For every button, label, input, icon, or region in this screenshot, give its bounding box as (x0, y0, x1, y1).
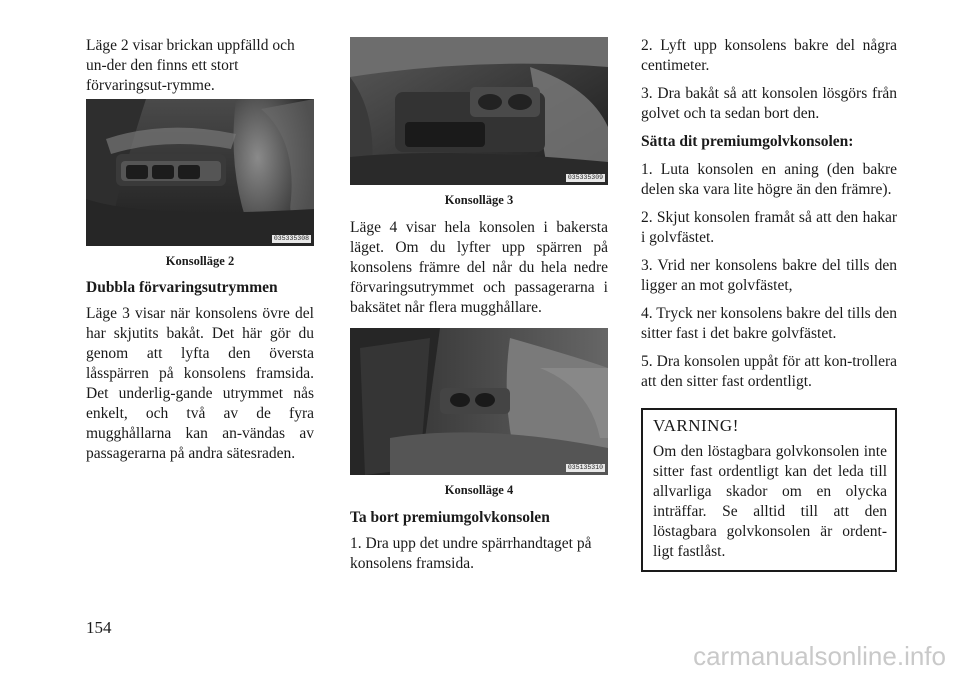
warning-box (641, 408, 897, 572)
page-number: 154 (86, 618, 112, 637)
column-1 (86, 36, 314, 464)
removal-step-2: 2. Lyft upp konsolens bakre del några centimeter. (641, 37, 897, 74)
install-step-2: 2. Skjut konsolen framåt så att den hakar i golvfästet. (641, 209, 897, 246)
figure-code: 035135310 (567, 464, 603, 471)
figure-caption: Konsolläge 4 (444, 483, 514, 497)
install-step-1: 1. Luta konsolen en aning (den bakre delen ska vara lite högre än den främre). (641, 161, 897, 198)
figure-code: 035335309 (567, 174, 603, 181)
warning-title: VARNING! (653, 416, 739, 435)
install-step-5: 5. Dra konsolen uppåt för att kon-trollera att den sitter fast ordentligt. (641, 353, 897, 390)
section-heading: Sätta dit premiumgolvkonsolen: (641, 133, 854, 150)
figure-caption: Konsolläge 2 (165, 254, 235, 268)
section-heading: Ta bort premiumgolvkonsolen (350, 509, 550, 526)
removal-step-3: 3. Dra bakåt så att konsolen lösgörs från golvet och ta sedan bort den. (641, 85, 897, 122)
intro-paragraph: Läge 2 visar brickan uppfälld och un-der den finns ett stort förvaringsut-rymme. (86, 37, 295, 94)
install-step-3: 3. Vrid ner konsolens bakre del tills den ligger an mot golvfästet, (641, 257, 897, 294)
figure-console-position-2 (86, 99, 314, 246)
console-photo-4 (350, 328, 608, 475)
console-photo-3 (350, 37, 608, 185)
figure-console-position-3 (350, 37, 608, 185)
position-4-paragraph: Läge 4 visar hela konsolen i bakersta läget. Om du lyfter upp spärren på konsolens främre del når du hela nedre förvaringsutrymmet och passagerarna i baksätet når flera mugghållare. (350, 219, 608, 316)
figure-console-position-4 (350, 328, 608, 475)
figure-code: 035335308 (273, 235, 309, 242)
dual-storage-paragraph: Läge 3 visar när konsolens övre del har skjutits bakåt. Det här gör du genom att lyfta den översta låsspärren på konsolens framsida. Det underlig-gande utrymmet nås enkelt, och två av de fyra mugghållarna kan an-vändas av passagerarna på andra sätesraden. (86, 305, 314, 462)
column-3 (641, 36, 897, 572)
watermark: carmanualsonline.info (693, 641, 946, 671)
column-2 (350, 37, 608, 574)
install-step-4: 4. Tryck ner konsolens bakre del tills den sitter fast i det bakre golvfästet. (641, 305, 897, 342)
section-heading: Dubbla förvaringsutrymmen (86, 279, 278, 296)
figure-caption: Konsolläge 3 (444, 193, 514, 207)
warning-text: Om den löstagbara golvkonsolen inte sitter fast ordentligt kan det leda till allvarliga skador om en olycka inträffar. Se alltid till att den löstagbara golvkonsolen är ordent-ligt fastlåst. (653, 443, 887, 560)
removal-step-1: 1. Dra upp det undre spärrhandtaget på konsolens framsida. (350, 535, 592, 572)
console-photo-2 (86, 99, 314, 246)
